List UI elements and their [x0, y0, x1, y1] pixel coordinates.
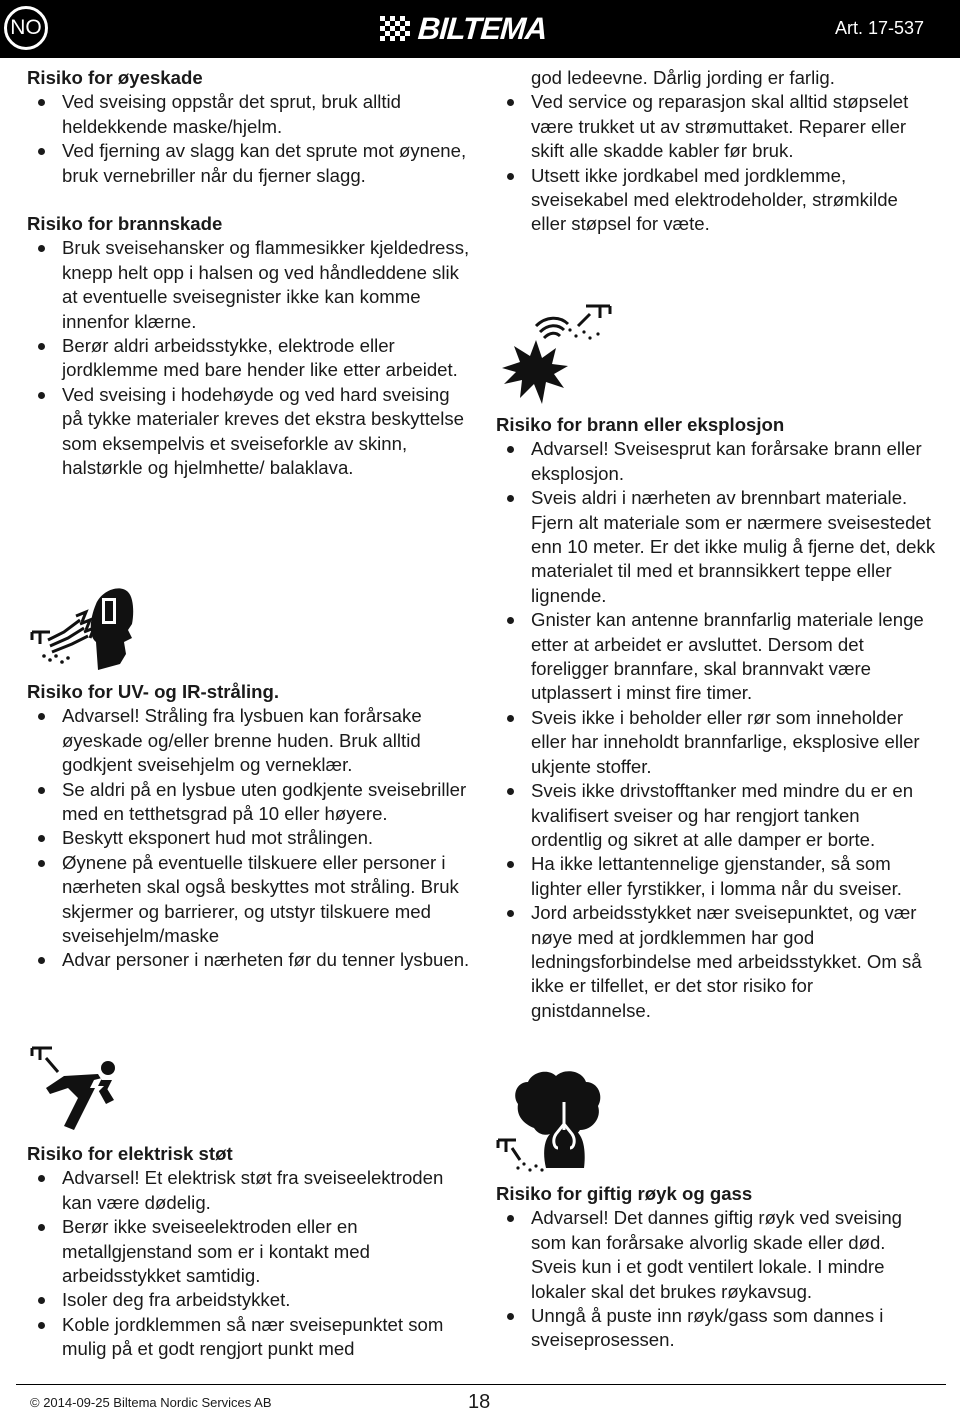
explosion-icon [494, 300, 618, 406]
continued-text: god ledeevne. Dårlig jording er farlig. [531, 67, 835, 88]
page-number: 18 [468, 1391, 491, 1413]
left-column-bottom [27, 1142, 472, 1362]
section-gas-risk [496, 1182, 936, 1353]
list-item: Berør aldri arbeidsstykke, elektrode eller jordklemme med bare hender like etter arbeidet. [27, 334, 472, 383]
header-bar [0, 0, 960, 58]
section-eye-risk [27, 66, 472, 188]
section-title: Risiko for UV- og IR-stråling. [27, 681, 280, 702]
electric-shock-icon [28, 1044, 128, 1136]
list-item: Ha ikke lettantennelige gjenstander, så som lighter eller fyrstikker, i lomma når du sveiser. [496, 852, 936, 901]
list-item: Advarsel! Stråling fra lysbuen kan forårsake øyeskade og/eller brenne huden. Bruk alltid godkjent sveisehjelm og verneklær. [27, 704, 472, 777]
list-item: Koble jordklemmen så nær sveisepunktet som mulig på et godt rengjort punkt med [27, 1313, 472, 1362]
list-item: Ved sveising oppstår det sprut, bruk alltid heldekkende maske/hjelm. [27, 90, 472, 139]
list-item: Sveis ikke drivstofftanker med mindre du er en kvalifisert sveiser og har rengjort tanken ordentlig og sikret at alle damper er borte. [496, 779, 936, 852]
footer-divider [16, 1384, 946, 1385]
section-electric-risk [27, 1142, 472, 1362]
uv-radiation-icon [28, 584, 134, 676]
section-title: Risiko for brannskade [27, 213, 223, 235]
footer-copyright: © 2014-09-25 Biltema Nordic Services AB [30, 1395, 272, 1410]
right-column [496, 66, 936, 237]
article-number: Art. 17-537 [834, 18, 924, 38]
section-burn-risk [27, 212, 472, 480]
list-item: Se aldri på en lysbue uten godkjente sveisebriller med en tetthetsgrad på 10 eller høyere. [27, 778, 472, 827]
list-item: Advar personer i nærheten før du tenner lysbuen. [27, 948, 472, 972]
section-title: Risiko for giftig røyk og gass [496, 1183, 753, 1204]
list-item: Ved sveising i hodehøyde og ved hard sveising på tykke materialer kreves det ekstra beskyttelse som eksempelvis et sveiseforkle av skinn, halstørkle og hjelmhette/ balaklava. [27, 383, 472, 481]
list-item: Isoler deg fra arbeidstykket. [27, 1288, 472, 1312]
section-title: Risiko for elektrisk støt [27, 1143, 233, 1164]
toxic-fumes-icon [494, 1068, 618, 1176]
list-item: Jord arbeidsstykket nær sveisepunktet, og vær nøye med at jordklemmen har god ledningsforbindelse med arbeidsstykket. Om så ikke er tilfellet, er det stor risiko for gnistdannelse. [496, 901, 936, 1023]
list-item: Ved service og reparasjon skal alltid støpselet være trukket ut av strømuttaket. Reparer eller skift alle skadde kabler før bruk. [496, 90, 936, 163]
right-column-mid [496, 413, 936, 1023]
brand-logo [380, 12, 546, 46]
list-item: Bruk sveisehansker og flammesikker kjeldedress, knepp helt opp i halsen og ved håndleddene slik at eventuelle sveisegnister ikke kan komme innenfor klærne. [27, 236, 472, 334]
list-item: Utsett ikke jordkabel med jordklemme, sveisekabel med elektrodeholder, strømkilde eller støpsel for væte. [496, 164, 936, 237]
list-item: Unngå å puste inn røyk/gass som dannes i sveiseprosessen. [496, 1304, 936, 1353]
country-badge: NO [4, 6, 48, 50]
left-column [27, 66, 472, 481]
list-item: Advarsel! Det dannes giftig røyk ved sveising som kan forårsake alvorlig skade eller død. Sveis kun i et godt ventilert lokale. I mindre lokaler skal det brukes røykavsug. [496, 1206, 936, 1304]
list-item: Berør ikke sveiseelektroden eller en metallgjenstand som er i kontakt med arbeidsstykket samtidig. [27, 1215, 472, 1288]
section-uv-risk [27, 680, 472, 973]
section-fire-risk [496, 413, 936, 1023]
list-item: Gnister kan antenne brannfarlig materiale lenge etter at arbeidet er avsluttet. Dersom det foreligger brannfare, skal brannvakt være utplassert i minst fire timer. [496, 608, 936, 706]
section-title: Risiko for brann eller eksplosjon [496, 414, 785, 435]
right-column-bottom [496, 1182, 936, 1353]
section-title: Risiko for øyeskade [27, 67, 203, 88]
left-column-lower [27, 680, 472, 973]
checker-flag-icon [380, 16, 414, 42]
list-item: Advarsel! Et elektrisk støt fra sveiseelektroden kan være dødelig. [27, 1166, 472, 1215]
list-item: Øynene på eventuelle tilskuere eller personer i nærheten skal også beskyttes mot stråling. Bruk skjermer og barrierer, og utstyr tilskuere med sveisehjelm/maske [27, 851, 472, 949]
list-item: Ved fjerning av slagg kan det sprute mot øynene, bruk vernebriller når du fjerner slagg. [27, 139, 472, 188]
list-item: Beskytt eksponert hud mot strålingen. [27, 826, 472, 850]
list-item: Sveis aldri i nærheten av brennbart materiale. Fjern alt materiale som er nærmere sveisestedet enn 10 meter. Er det ikke mulig å fjerne det, dekk materialet til med et brannsikkert teppe eller lignende. [496, 486, 936, 608]
brand-name: BILTEMA [416, 11, 548, 46]
list-item: Sveis ikke i beholder eller rør som inneholder eller har inneholdt brannfarlige, eksplosive eller ukjente stoffer. [496, 706, 936, 779]
list-item: Advarsel! Sveisesprut kan forårsake brann eller eksplosjon. [496, 437, 936, 486]
